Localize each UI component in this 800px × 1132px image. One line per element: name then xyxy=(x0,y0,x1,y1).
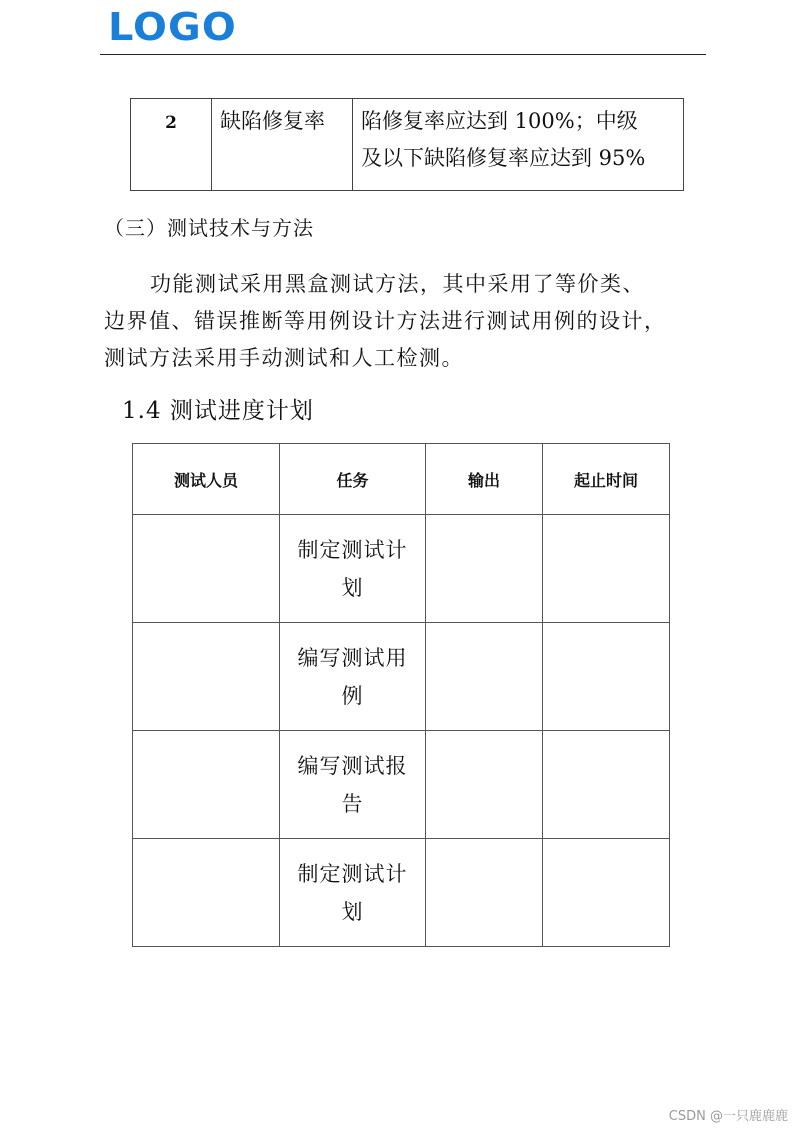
description-line: 陷修复率应达到 100%；中级 xyxy=(361,109,638,133)
cell-output xyxy=(426,731,543,839)
column-header-person: 测试人员 xyxy=(133,444,280,515)
cell-period xyxy=(543,515,670,623)
cell-period xyxy=(543,839,670,947)
task-text: 编写测试用例 xyxy=(297,645,408,708)
description-line: 及以下缺陷修复率应达到 95% xyxy=(361,146,646,170)
paragraph-line: 测试方法采用手动测试和人工检测。 xyxy=(104,346,464,370)
table-row xyxy=(133,731,670,839)
column-header-period: 起止时间 xyxy=(543,444,670,515)
cell-task xyxy=(280,839,426,947)
row-description-cell xyxy=(353,99,684,191)
test-methods-paragraph xyxy=(104,266,724,377)
row-index-cell: 2 xyxy=(131,99,212,191)
paragraph-line: 边界值、错误推断等用例设计方法进行测试用例的设计， xyxy=(104,309,667,333)
task-text: 制定测试计划 xyxy=(297,537,408,600)
cell-person xyxy=(133,731,280,839)
column-header-task: 任务 xyxy=(280,444,426,515)
cell-period xyxy=(543,623,670,731)
cell-person xyxy=(133,839,280,947)
header-divider xyxy=(100,54,706,55)
row-item-cell: 缺陷修复率 xyxy=(212,99,353,191)
cell-task xyxy=(280,515,426,623)
schedule-table xyxy=(132,443,670,947)
source-watermark: CSDN @一只鹿鹿鹿 xyxy=(668,1109,788,1124)
table-row xyxy=(133,839,670,947)
task-text: 制定测试计划 xyxy=(297,861,408,924)
cell-output xyxy=(426,839,543,947)
cell-period xyxy=(543,731,670,839)
task-text: 编写测试报告 xyxy=(297,753,408,816)
cell-output xyxy=(426,623,543,731)
cell-task xyxy=(280,731,426,839)
table-row xyxy=(133,515,670,623)
cell-output xyxy=(426,515,543,623)
cell-person xyxy=(133,515,280,623)
paragraph-line: 功能测试采用黑盒测试方法，其中采用了等价类、 xyxy=(150,272,645,296)
table-header-row xyxy=(133,444,670,515)
column-header-output: 输出 xyxy=(426,444,543,515)
requirements-table xyxy=(130,98,684,191)
section-heading-schedule: 1.4 测试进度计划 xyxy=(122,398,314,424)
section-heading-test-methods: （三）测试技术与方法 xyxy=(104,216,314,240)
table-row xyxy=(131,99,684,191)
company-logo: LOGO xyxy=(108,5,237,49)
table-row xyxy=(133,623,670,731)
cell-person xyxy=(133,623,280,731)
cell-task xyxy=(280,623,426,731)
